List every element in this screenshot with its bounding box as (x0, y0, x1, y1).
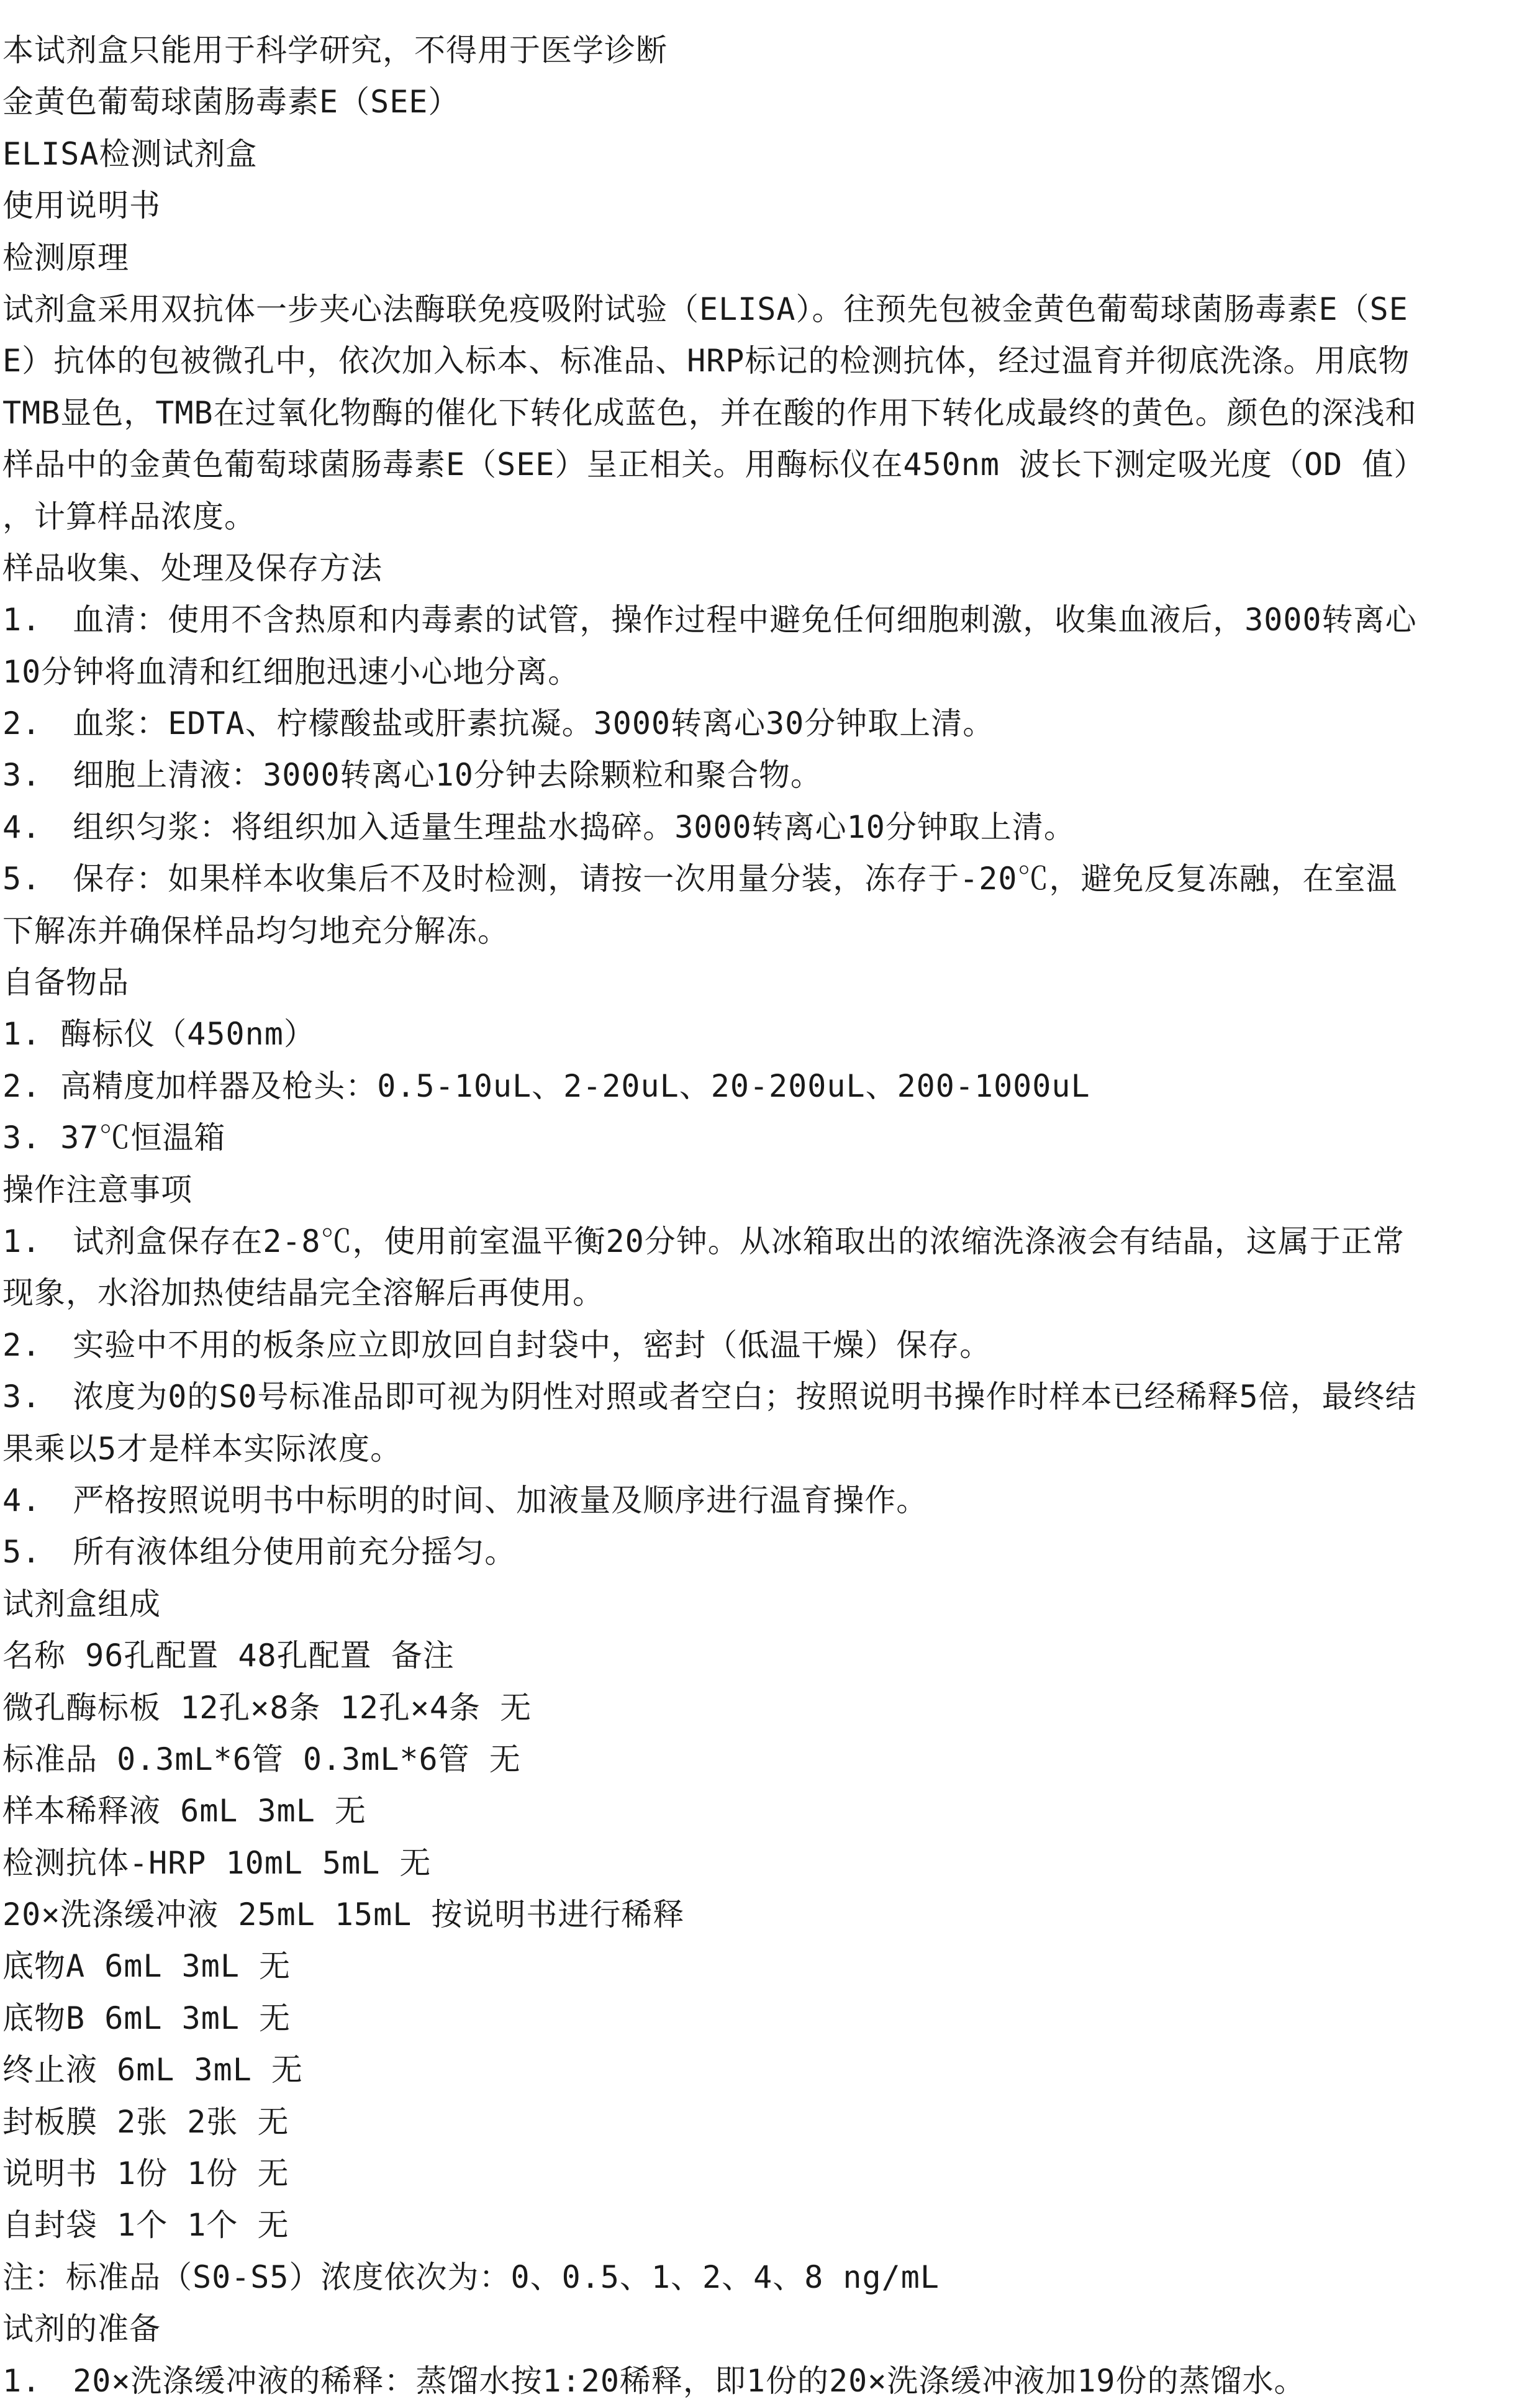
text-line: 4. 严格按照说明书中标明的时间、加液量及顺序进行温育操作。 (2, 1482, 928, 1518)
text-line: E）抗体的包被微孔中，依次加入标本、标准品、HRP标记的检测抗体，经过温育并彻底洗涤。用底物 (2, 343, 1410, 379)
text-line: 下解冻并确保样品均匀地充分解冻。 (2, 912, 509, 949)
text-line: 20×洗涤缓冲液 25mL 15mL 按说明书进行稀释 (2, 1897, 685, 1933)
text-line: 使用说明书 (2, 188, 161, 224)
text-line: 2. 血浆：EDTA、柠檬酸盐或肝素抗凝。3000转离心30分钟取上清。 (2, 705, 995, 742)
text-line: 名称 96孔配置 48孔配置 备注 (2, 1638, 455, 1674)
text-line: 封板膜 2张 2张 无 (2, 2103, 289, 2140)
text-line: 试剂的准备 (2, 2311, 161, 2347)
text-line: 底物B 6mL 3mL 无 (2, 2000, 291, 2036)
text-line: ，计算样品浓度。 (2, 498, 256, 535)
text-line: 检测原理 (2, 239, 129, 276)
text-line: 果乘以5才是样本实际浓度。 (2, 1430, 402, 1467)
text-line: 4. 组织匀浆：将组织加入适量生理盐水捣碎。3000转离心10分钟取上清。 (2, 809, 1076, 845)
text-line: 1. 20×洗涤缓冲液的稀释：蒸馏水按1:20稀释，即1份的20×洗涤缓冲液加19份的蒸馏水。 (2, 2362, 1306, 2399)
text-line: ELISA检测试剂盒 (2, 135, 258, 172)
text-line: 10分钟将血清和红细胞迅速小心地分离。 (2, 653, 580, 690)
text-line: 自备物品 (2, 964, 129, 1001)
text-line: 2. 实验中不用的板条应立即放回自封袋中，密封（低温干燥）保存。 (2, 1326, 992, 1363)
text-line: 5. 保存：如果样本收集后不及时检测，请按一次用量分装，冻存于-20℃，避免反复冻融，在室温 (2, 861, 1398, 897)
text-line: 底物A 6mL 3mL 无 (2, 1948, 291, 1985)
text-line: 试剂盒组成 (2, 1585, 161, 1622)
text-line: 现象，水浴加热使结晶完全溶解后再使用。 (2, 1275, 604, 1312)
text-line: 金黄色葡萄球菌肠毒素E（SEE） (2, 84, 460, 120)
text-line: 1. 血清：使用不含热原和内毒素的试管，操作过程中避免任何细胞刺激，收集血液后，3000转离心 (2, 602, 1417, 638)
text-line: 样品中的金黄色葡萄球菌肠毒素E（SEE）呈正相关。用酶标仪在450nm 波长下测定吸光度（OD 值） (2, 446, 1426, 483)
text-line: 说明书 1份 1份 无 (2, 2155, 289, 2192)
text-line: 注：标准品（S0-S5）浓度依次为：0、0.5、1、2、4、8 ng/mL (2, 2259, 940, 2295)
text-line: 1. 酶标仪（450nm） (2, 1016, 315, 1053)
text-line: 样品收集、处理及保存方法 (2, 550, 383, 586)
text-line: 标准品 0.3mL*6管 0.3mL*6管 无 (2, 1741, 521, 1777)
text-line: 微孔酶标板 12孔×8条 12孔×4条 无 (2, 1689, 532, 1726)
text-line: 5. 所有液体组分使用前充分摇匀。 (2, 1534, 517, 1571)
text-line: 检测抗体-HRP 10mL 5mL 无 (2, 1844, 432, 1881)
text-line: 2. 高精度加样器及枪头：0.5-10uL、2-20uL、20-200uL、200-1000uL (2, 1068, 1090, 1104)
text-line: 3. 细胞上清液：3000转离心10分钟去除颗粒和聚合物。 (2, 757, 822, 794)
text-line: 操作注意事项 (2, 1171, 192, 1208)
text-line: 试剂盒采用双抗体一步夹心法酶联免疫吸附试验（ELISA）。往预先包被金黄色葡萄球菌肠毒素E（SE (2, 291, 1408, 327)
text-line: 1. 试剂盒保存在2-8℃，使用前室温平衡20分钟。从冰箱取出的浓缩洗涤液会有结晶，这属于正常 (2, 1223, 1405, 1259)
text-line: 终止液 6mL 3mL 无 (2, 2052, 303, 2088)
text-line: 本试剂盒只能用于科学研究，不得用于医学诊断 (2, 32, 668, 68)
text-line: TMB显色，TMB在过氧化物酶的催化下转化成蓝色，并在酸的作用下转化成最终的黄色。颜色的深浅和 (2, 394, 1417, 431)
text-line: 3. 37℃恒温箱 (2, 1120, 226, 1156)
text-line: 样本稀释液 6mL 3mL 无 (2, 1793, 366, 1829)
text-line: 3. 浓度为0的S0号标准品即可视为阴性对照或者空白；按照说明书操作时样本已经稀释5倍，最终结 (2, 1379, 1417, 1415)
text-line: 自封袋 1个 1个 无 (2, 2207, 289, 2244)
